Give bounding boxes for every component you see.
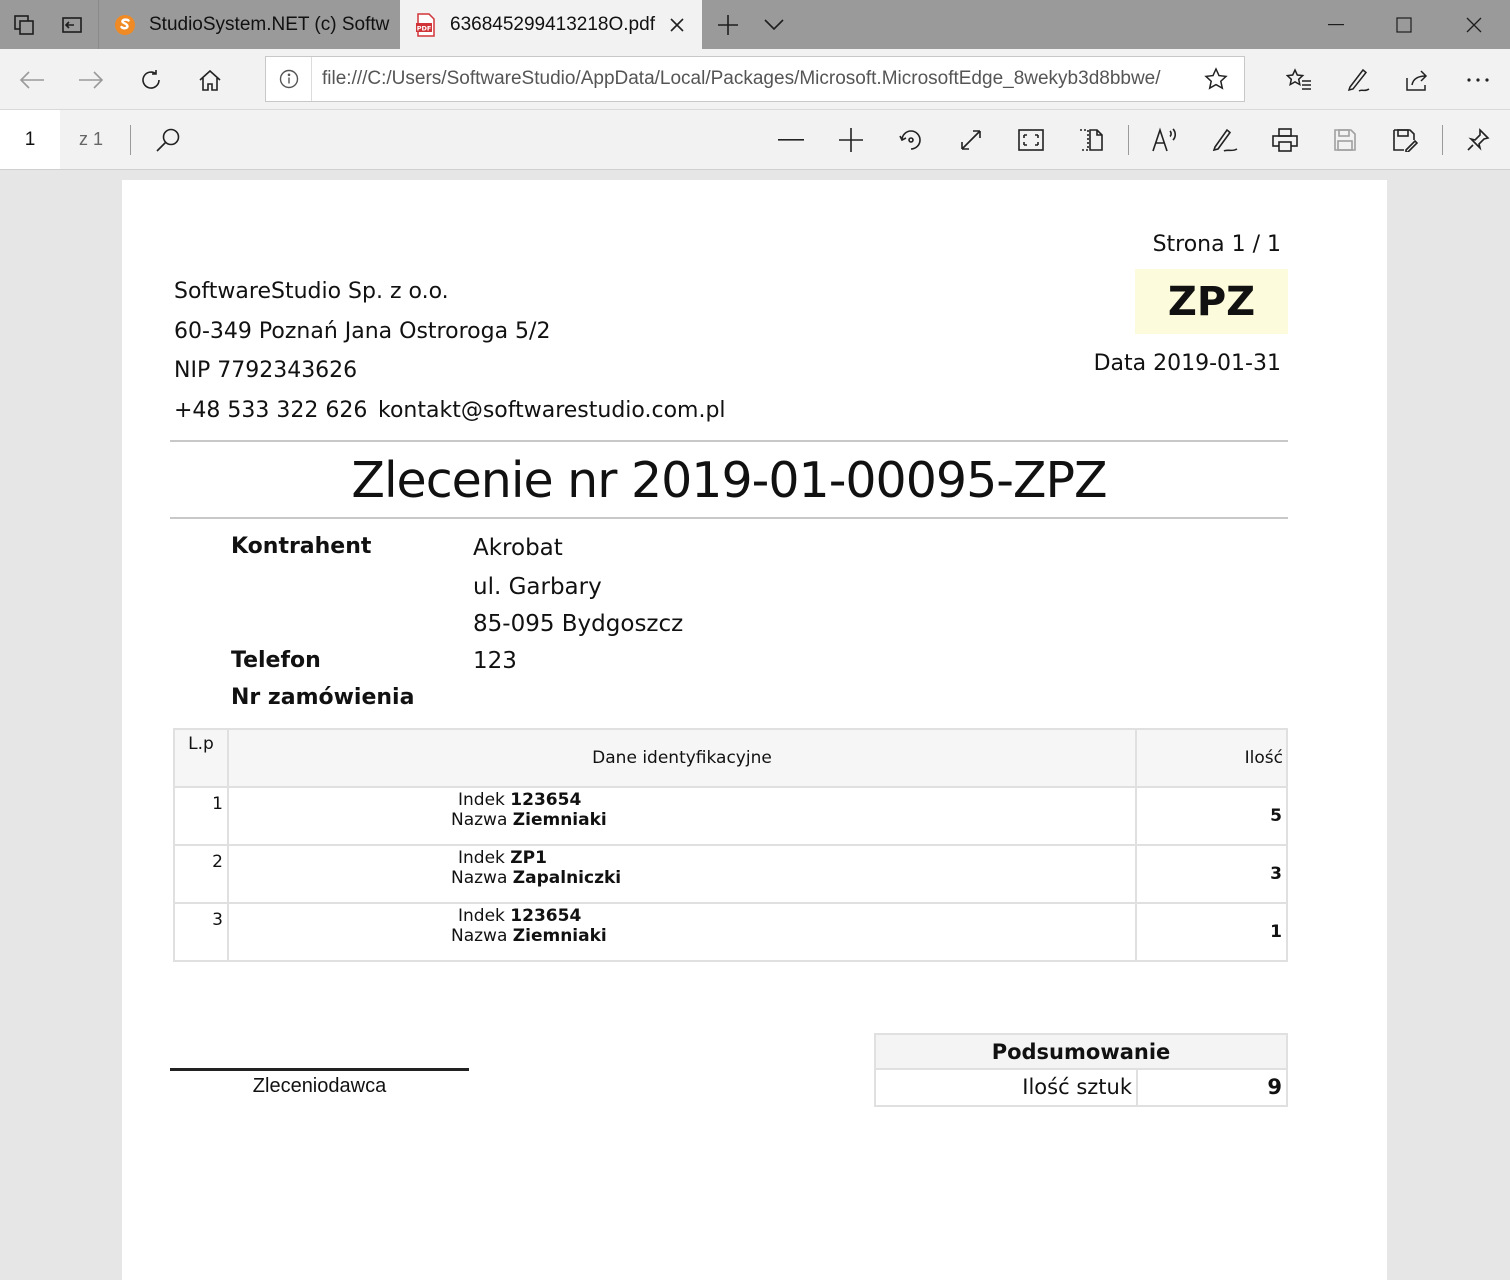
page-indicator: Strona 1 / 1 — [1152, 232, 1281, 257]
row-name: Ziemniaki — [512, 926, 607, 946]
row-index: 123654 — [510, 790, 582, 810]
phone-label: Telefon — [231, 648, 321, 673]
contractor-city: 85-095 Bydgoszcz — [473, 611, 684, 637]
navigation-bar — [0, 49, 1510, 110]
pdf-viewer[interactable] — [0, 170, 1510, 1274]
studiosystem-logo-icon — [113, 13, 137, 37]
favorites-hub-icon[interactable] — [1270, 49, 1328, 110]
row-qty: 3 — [1136, 845, 1287, 903]
forward-arrow-icon[interactable] — [62, 49, 120, 110]
company-email: kontakt@softwarestudio.com.pl — [378, 398, 726, 423]
row-lp: 3 — [174, 903, 228, 961]
doc-type-badge: ZPZ — [1135, 269, 1288, 334]
address-bar[interactable] — [265, 56, 1245, 102]
table-row — [174, 787, 1287, 845]
summary-row — [874, 1068, 1288, 1107]
close-window-icon[interactable] — [1440, 0, 1508, 49]
rotate-icon[interactable] — [881, 110, 941, 169]
row-lp: 2 — [174, 845, 228, 903]
summary-value: 9 — [1267, 1074, 1282, 1099]
maximize-icon[interactable] — [1370, 0, 1438, 49]
toolbar-divider — [1442, 125, 1443, 155]
items-table — [173, 728, 1288, 962]
contractor-street: ul. Garbary — [473, 574, 602, 600]
zoom-out-icon[interactable] — [761, 110, 821, 169]
name-label: Nazwa — [451, 868, 508, 888]
row-name: Ziemniaki — [512, 810, 607, 830]
row-index: ZP1 — [510, 848, 547, 868]
row-index: 123654 — [510, 906, 582, 926]
document-title: Zlecenie nr 2019-01-00095-ZPZ — [351, 452, 1107, 509]
header-lp: L.p — [174, 729, 228, 787]
minimize-icon[interactable] — [1302, 0, 1370, 49]
share-icon[interactable] — [1388, 49, 1446, 110]
row-qty: 5 — [1136, 787, 1287, 845]
zoom-in-icon[interactable] — [821, 110, 881, 169]
row-dane — [228, 845, 1136, 903]
company-nip: NIP 7792343626 — [174, 358, 358, 383]
toolbar-divider — [130, 125, 131, 155]
url-text[interactable]: file:///C:/Users/SoftwareStudio/AppData/Local/Packages/Microsoft.MicrosoftEdge_8wekyb3d8bbwe/ — [322, 68, 1161, 89]
doc-date: Data 2019-01-31 — [1093, 351, 1281, 376]
summary-label: Ilość sztuk — [876, 1068, 1138, 1105]
toolbar-divider — [1128, 125, 1129, 155]
set-tabs-aside-icon[interactable] — [0, 0, 48, 49]
pin-toolbar-icon[interactable] — [1448, 110, 1508, 169]
index-label: Indek — [458, 906, 505, 926]
order-number-label: Nr zamówienia — [231, 685, 415, 710]
tab-title: StudioSystem.NET (c) Softw — [149, 13, 390, 35]
svg-text:PDF: PDF — [416, 24, 432, 32]
draw-pen-icon[interactable] — [1195, 110, 1255, 169]
back-arrow-icon[interactable] — [3, 49, 61, 110]
fit-to-width-icon[interactable] — [941, 110, 1001, 169]
divider — [170, 517, 1288, 519]
name-label: Nazwa — [451, 810, 508, 830]
table-header-row — [174, 729, 1287, 787]
add-favorite-star-icon[interactable] — [1188, 57, 1244, 101]
site-info-icon[interactable] — [266, 57, 312, 101]
search-icon[interactable] — [138, 110, 198, 169]
row-dane — [228, 787, 1136, 845]
summary-title: Podsumowanie — [874, 1033, 1288, 1070]
fit-to-page-icon[interactable] — [1001, 110, 1061, 169]
pdf-toolbar — [0, 110, 1510, 170]
company-address: 60-349 Poznań Jana Ostroroga 5/2 — [174, 319, 551, 344]
current-page-input[interactable]: 1 — [0, 110, 60, 169]
tab-title: 636845299413218O.pdf — [450, 13, 655, 35]
header-dane: Dane identyfikacyjne — [228, 729, 1136, 787]
home-icon[interactable] — [181, 49, 239, 110]
index-label: Indek — [458, 790, 505, 810]
contractor-name: Akrobat — [473, 535, 563, 561]
name-label: Nazwa — [451, 926, 508, 946]
row-name: Zapalniczki — [512, 868, 622, 888]
tab-pdf[interactable] — [400, 0, 702, 49]
row-dane — [228, 903, 1136, 961]
save-icon[interactable] — [1315, 110, 1375, 169]
refresh-icon[interactable] — [122, 49, 180, 110]
save-as-icon[interactable] — [1375, 110, 1435, 169]
signature-line — [170, 1068, 469, 1071]
index-label: Indek — [458, 848, 505, 868]
read-aloud-icon[interactable] — [1135, 110, 1195, 169]
add-notes-pen-icon[interactable] — [1330, 49, 1388, 110]
divider — [170, 440, 1288, 442]
contractor-label: Kontrahent — [231, 534, 372, 559]
table-row — [174, 845, 1287, 903]
print-icon[interactable] — [1255, 110, 1315, 169]
pdf-page — [122, 180, 1387, 1280]
tab-preview-chevron-icon[interactable] — [750, 0, 798, 49]
row-qty: 1 — [1136, 903, 1287, 961]
table-row — [174, 903, 1287, 961]
company-name: SoftwareStudio Sp. z o.o. — [174, 279, 449, 304]
new-tab-icon[interactable] — [704, 0, 752, 49]
pdf-file-icon — [414, 13, 438, 37]
more-options-icon[interactable] — [1449, 49, 1507, 110]
page-count: z 1 — [78, 129, 103, 149]
signature-label: Zleceniodawca — [252, 1075, 387, 1097]
tab-studiosystem[interactable] — [98, 0, 398, 49]
row-lp: 1 — [174, 787, 228, 845]
contractor-phone: 123 — [473, 648, 517, 674]
page-view-icon[interactable] — [1061, 110, 1121, 169]
close-tab-icon[interactable] — [662, 10, 692, 40]
tab-strip — [0, 0, 1510, 49]
header-qty: Ilość — [1136, 729, 1287, 787]
company-phone: +48 533 322 626 — [174, 398, 368, 423]
tabs-aside-icon[interactable] — [48, 0, 96, 49]
